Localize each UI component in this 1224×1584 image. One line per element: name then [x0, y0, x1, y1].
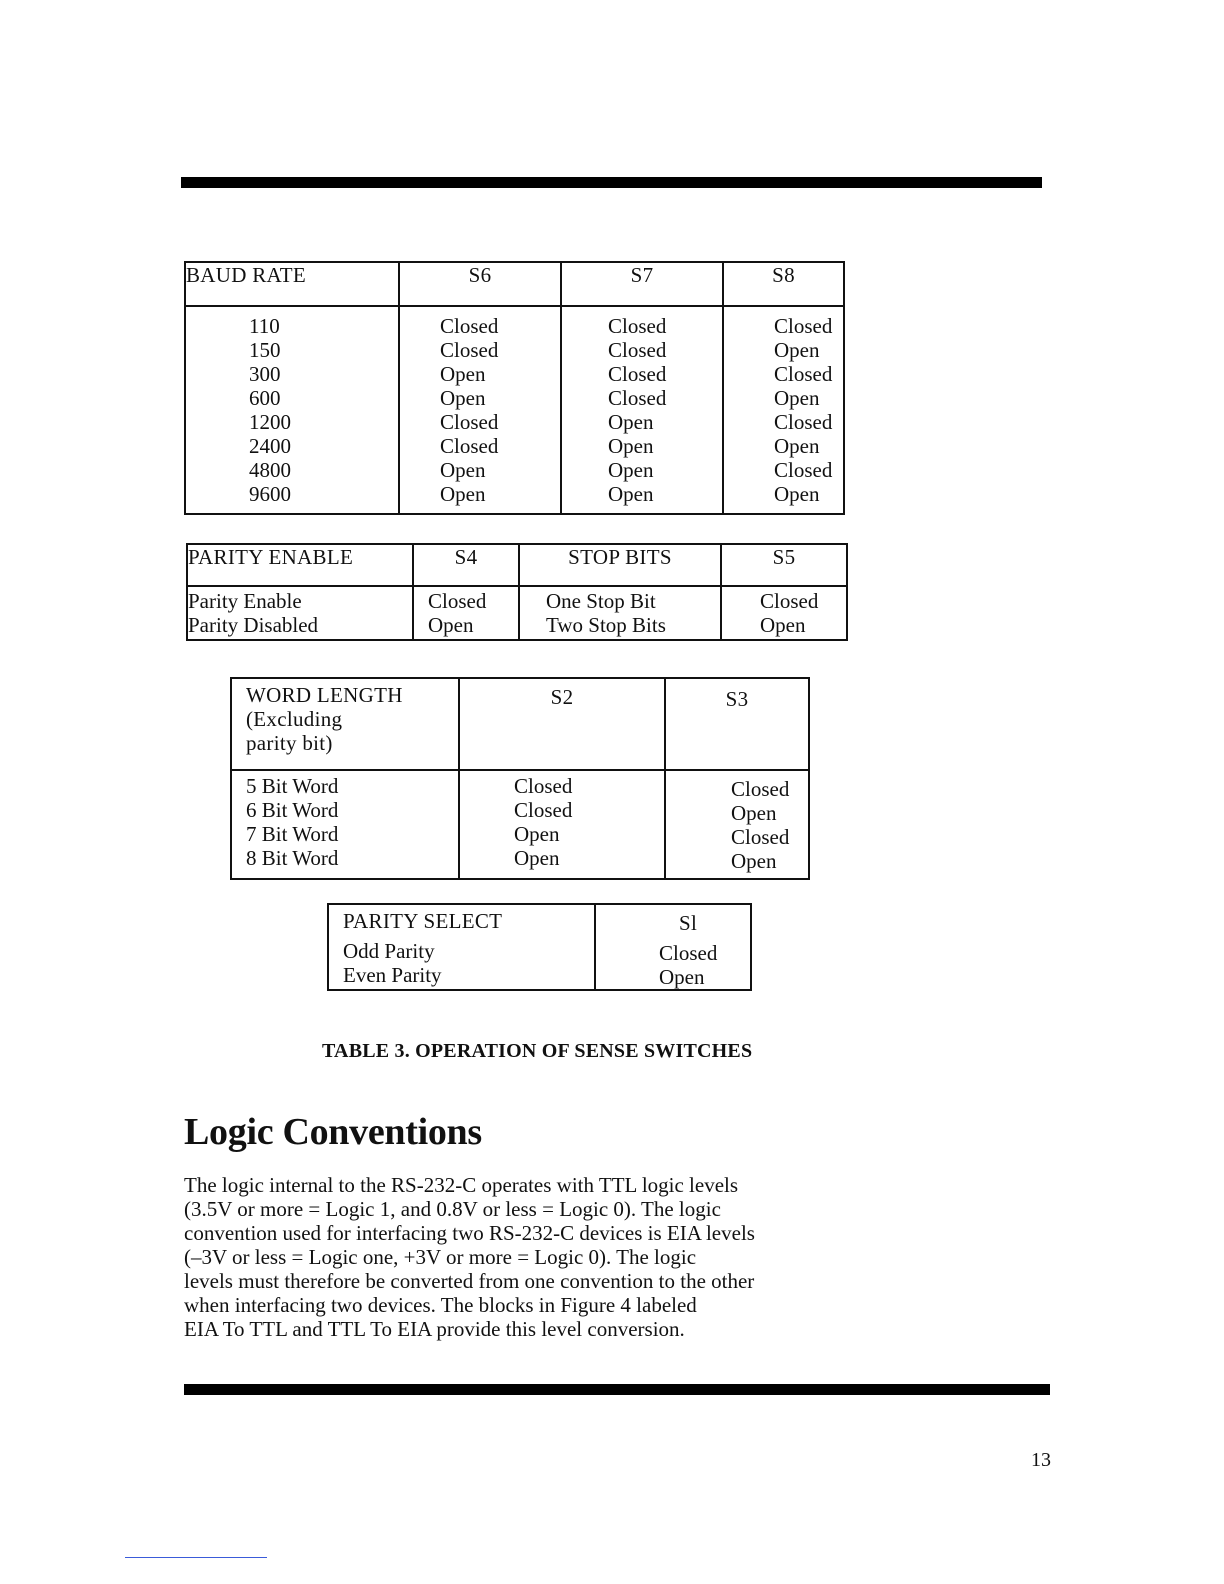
- word-length-value: 8 Bit Word: [246, 846, 339, 870]
- body-paragraph: [184, 1173, 755, 1341]
- parity-select-table: [327, 903, 752, 991]
- s4-value: Closed: [428, 589, 487, 613]
- s3-header: S3: [665, 678, 809, 770]
- baud-rate-value: 600: [249, 386, 281, 410]
- s7-value: Open: [608, 482, 654, 506]
- s1-value: Open: [659, 965, 705, 989]
- word-length-header: [231, 678, 459, 770]
- paragraph-line: when interfacing two devices. The blocks in Figure 4 labeled: [184, 1293, 697, 1317]
- parity-enable-column: [187, 586, 413, 640]
- baud-rate-value: 1200: [249, 410, 291, 434]
- s8-value: Open: [774, 482, 820, 506]
- s2-value: Closed: [514, 798, 573, 822]
- s7-value: Open: [608, 434, 654, 458]
- s2-value: Open: [514, 822, 560, 846]
- s8-value: Closed: [774, 362, 833, 386]
- word-length-value: 6 Bit Word: [246, 798, 339, 822]
- baud-rate-header: BAUD RATE: [185, 262, 399, 306]
- s6-value: Closed: [440, 338, 499, 362]
- s6-column: [399, 306, 561, 514]
- s7-value: Closed: [608, 314, 667, 338]
- word-length-header-line: parity bit): [246, 731, 333, 755]
- paragraph-line: EIA To TTL and TTL To EIA provide this level conversion.: [184, 1317, 685, 1341]
- s4-column: [413, 586, 519, 640]
- s3-column: [665, 770, 809, 879]
- s5-header: S5: [721, 544, 847, 586]
- s8-column: [723, 306, 844, 514]
- baud-rate-value: 9600: [249, 482, 291, 506]
- word-length-table: [230, 677, 810, 880]
- parity-select-value: Even Parity: [343, 963, 442, 987]
- s6-value: Closed: [440, 434, 499, 458]
- s1-header: Sl: [679, 911, 698, 935]
- baud-rate-value: 150: [249, 338, 281, 362]
- baud-rate-column: [185, 306, 399, 514]
- s8-value: Open: [774, 386, 820, 410]
- s2-column: [459, 770, 665, 879]
- s7-value: Open: [608, 458, 654, 482]
- s7-value: Closed: [608, 386, 667, 410]
- paragraph-line: (–3V or less = Logic one, +3V or more = Logic 0). The logic: [184, 1245, 697, 1269]
- bottom-rule: [184, 1384, 1050, 1395]
- s5-column: [721, 586, 847, 640]
- parity-enable-value: Parity Disabled: [188, 613, 319, 637]
- s8-header: S8: [723, 262, 844, 306]
- baud-rate-value: 4800: [249, 458, 291, 482]
- s4-header: S4: [413, 544, 519, 586]
- s7-column: [561, 306, 723, 514]
- paragraph-line: (3.5V or more = Logic 1, and 0.8V or less = Logic 0). The logic: [184, 1197, 721, 1221]
- s3-value: Open: [731, 801, 777, 825]
- parity-stop-table: [186, 543, 848, 641]
- table-caption: TABLE 3. OPERATION OF SENSE SWITCHES: [322, 1040, 753, 1062]
- word-length-header-line: WORD LENGTH: [246, 683, 403, 707]
- parity-select-column: [328, 904, 595, 990]
- s7-value: Open: [608, 410, 654, 434]
- s6-value: Open: [440, 458, 486, 482]
- s8-value: Open: [774, 434, 820, 458]
- s8-value: Closed: [774, 314, 833, 338]
- baud-rate-value: 110: [249, 314, 280, 338]
- baud-rate-value: 2400: [249, 434, 291, 458]
- s6-value: Open: [440, 362, 486, 386]
- page-number: 13: [1031, 1449, 1051, 1471]
- footer-link-line: [125, 1557, 267, 1558]
- section-heading: Logic Conventions: [184, 1111, 482, 1153]
- parity-enable-header: PARITY ENABLE: [187, 544, 413, 586]
- stop-bits-value: One Stop Bit: [546, 589, 656, 613]
- s1-value: Closed: [659, 941, 718, 965]
- s2-value: Closed: [514, 774, 573, 798]
- paragraph-line: convention used for interfacing two RS-232-C devices is EIA levels: [184, 1221, 755, 1245]
- s3-value: Open: [731, 849, 777, 873]
- s1-column: [595, 904, 751, 990]
- baud-rate-table: [184, 261, 845, 515]
- s6-header: S6: [399, 262, 561, 306]
- s7-value: Closed: [608, 362, 667, 386]
- parity-enable-value: Parity Enable: [188, 589, 302, 613]
- word-length-header-line: (Excluding: [246, 707, 343, 731]
- word-length-column: [231, 770, 459, 879]
- paragraph-line: The logic internal to the RS-232-C operates with TTL logic levels: [184, 1173, 739, 1197]
- s2-value: Open: [514, 846, 560, 870]
- baud-rate-value: 300: [249, 362, 281, 386]
- word-length-value: 5 Bit Word: [246, 774, 339, 798]
- word-length-value: 7 Bit Word: [246, 822, 339, 846]
- top-rule: [181, 177, 1042, 188]
- parity-select-value: Odd Parity: [343, 939, 435, 963]
- s3-value: Closed: [731, 825, 790, 849]
- stop-bits-header: STOP BITS: [519, 544, 721, 586]
- stop-bits-column: [519, 586, 721, 640]
- s2-header: S2: [459, 678, 665, 770]
- paragraph-line: levels must therefore be converted from one convention to the other: [184, 1269, 755, 1293]
- s3-value: Closed: [731, 777, 790, 801]
- s8-value: Closed: [774, 410, 833, 434]
- s7-header: S7: [561, 262, 723, 306]
- s6-value: Open: [440, 482, 486, 506]
- s6-value: Open: [440, 386, 486, 410]
- s7-value: Closed: [608, 338, 667, 362]
- s5-value: Closed: [760, 589, 819, 613]
- stop-bits-value: Two Stop Bits: [546, 613, 666, 637]
- s5-value: Open: [760, 613, 806, 637]
- parity-select-header: PARITY SELECT: [343, 909, 503, 933]
- s4-value: Open: [428, 613, 474, 637]
- s6-value: Closed: [440, 410, 499, 434]
- s8-value: Open: [774, 338, 820, 362]
- s8-value: Closed: [774, 458, 833, 482]
- s6-value: Closed: [440, 314, 499, 338]
